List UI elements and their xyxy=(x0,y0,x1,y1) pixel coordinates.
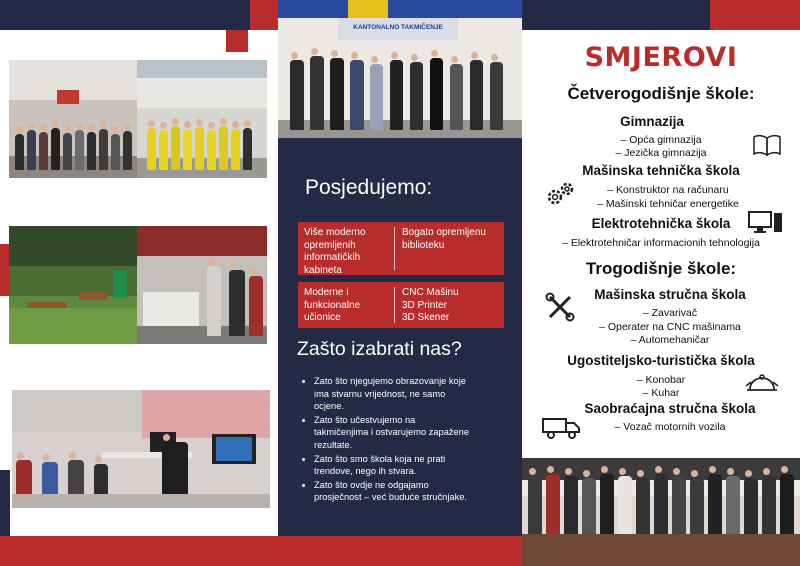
computer-icon xyxy=(748,210,784,234)
top-red-block-right xyxy=(710,0,800,30)
school-name-ugostiteljsko-turisticka: Ugostiteljsko-turistička škola xyxy=(567,353,755,368)
heading-why-choose-us: Zašto izabrati nas? xyxy=(297,338,462,360)
left-side-strip xyxy=(0,470,10,536)
reason-item: • Zato što učestvujemo na takmičenjima i ostvarujemo zapažene rezultate. xyxy=(314,414,470,452)
top-bar-left xyxy=(0,0,250,30)
top-bar-right xyxy=(520,0,710,30)
feature-computer-labs: Više moderno opremljenih informatičkih kabineta xyxy=(304,227,366,276)
program-item: – Elektrotehničar informacionih tehnologija xyxy=(562,237,760,249)
heading-four-year-schools: Četverogodišnje škole: xyxy=(567,84,755,103)
program-item: – Operater na CNC mašinama xyxy=(599,321,741,333)
feature-box-1 xyxy=(298,222,504,275)
page-title-smjerovi: SMJEROVI xyxy=(584,42,738,73)
truck-icon xyxy=(540,416,582,440)
school-name-gimnazija: Gimnazija xyxy=(620,114,684,129)
reasons-list xyxy=(300,375,470,505)
photo-school-yard xyxy=(9,226,137,344)
feature-equipment: CNC Mašinu 3D Printer 3D Skener xyxy=(402,287,459,323)
program-item: – Konobar xyxy=(636,374,686,386)
reason-item: • Zato što ovdje ne odgajamo prosječnost – već buduće stručnjake. xyxy=(314,479,470,504)
school-name-saobracajna-strucna: Saobraćajna stručna škola xyxy=(584,401,756,416)
reason-item: • Zato što smo škola koja ne prati trendove, nego ih stvara. xyxy=(314,453,470,478)
competition-banner-text: KANTONALNO TAKMIČENJE xyxy=(353,24,443,31)
program-item: – Mašinski tehničar energetike xyxy=(597,198,739,210)
book-icon xyxy=(752,134,782,156)
bottom-bar-left xyxy=(0,536,522,566)
feature-classrooms: Moderne i funkcionalne učionice xyxy=(304,287,361,323)
gears-icon xyxy=(544,180,576,208)
program-item: – Konstruktor na računaru xyxy=(607,184,729,196)
photo-students-yellow-vests xyxy=(137,60,267,178)
school-name-elektrotehnicka: Elektrotehnička škola xyxy=(591,216,731,231)
photo-auditorium-group xyxy=(522,458,800,566)
photo-exhibition-stand xyxy=(137,226,267,344)
heading-we-have: Posjedujemo: xyxy=(305,176,433,199)
program-item: – Jezička gimnazija xyxy=(615,147,707,159)
program-item: – Kuhar xyxy=(642,387,680,399)
photo-competition-group xyxy=(278,0,522,138)
photo-computer-lab xyxy=(12,390,270,508)
school-name-masinska-strucna: Mašinska stručna škola xyxy=(594,287,746,302)
program-item: – Vozač motornih vozila xyxy=(614,421,726,433)
cloche-icon xyxy=(744,372,780,398)
small-red-square xyxy=(226,30,248,52)
heading-three-year-schools: Trogodišnje škole: xyxy=(585,259,737,278)
program-item: – Zavarivač xyxy=(642,307,698,319)
reason-item: • Zato što njegujemo obrazovanje koje ima stvarnu vrijednost, ne samo ocjene. xyxy=(314,375,470,413)
feature-box-2 xyxy=(298,282,504,328)
school-name-masinska-tehnicka: Mašinska tehnička škola xyxy=(582,163,740,178)
program-item: – Opća gimnazija xyxy=(620,134,702,146)
photo-classroom-group xyxy=(9,60,137,178)
program-item: – Automehaničar xyxy=(630,334,710,346)
feature-library: Bogato opremljenu biblioteku xyxy=(402,227,486,251)
tools-icon xyxy=(545,292,575,322)
